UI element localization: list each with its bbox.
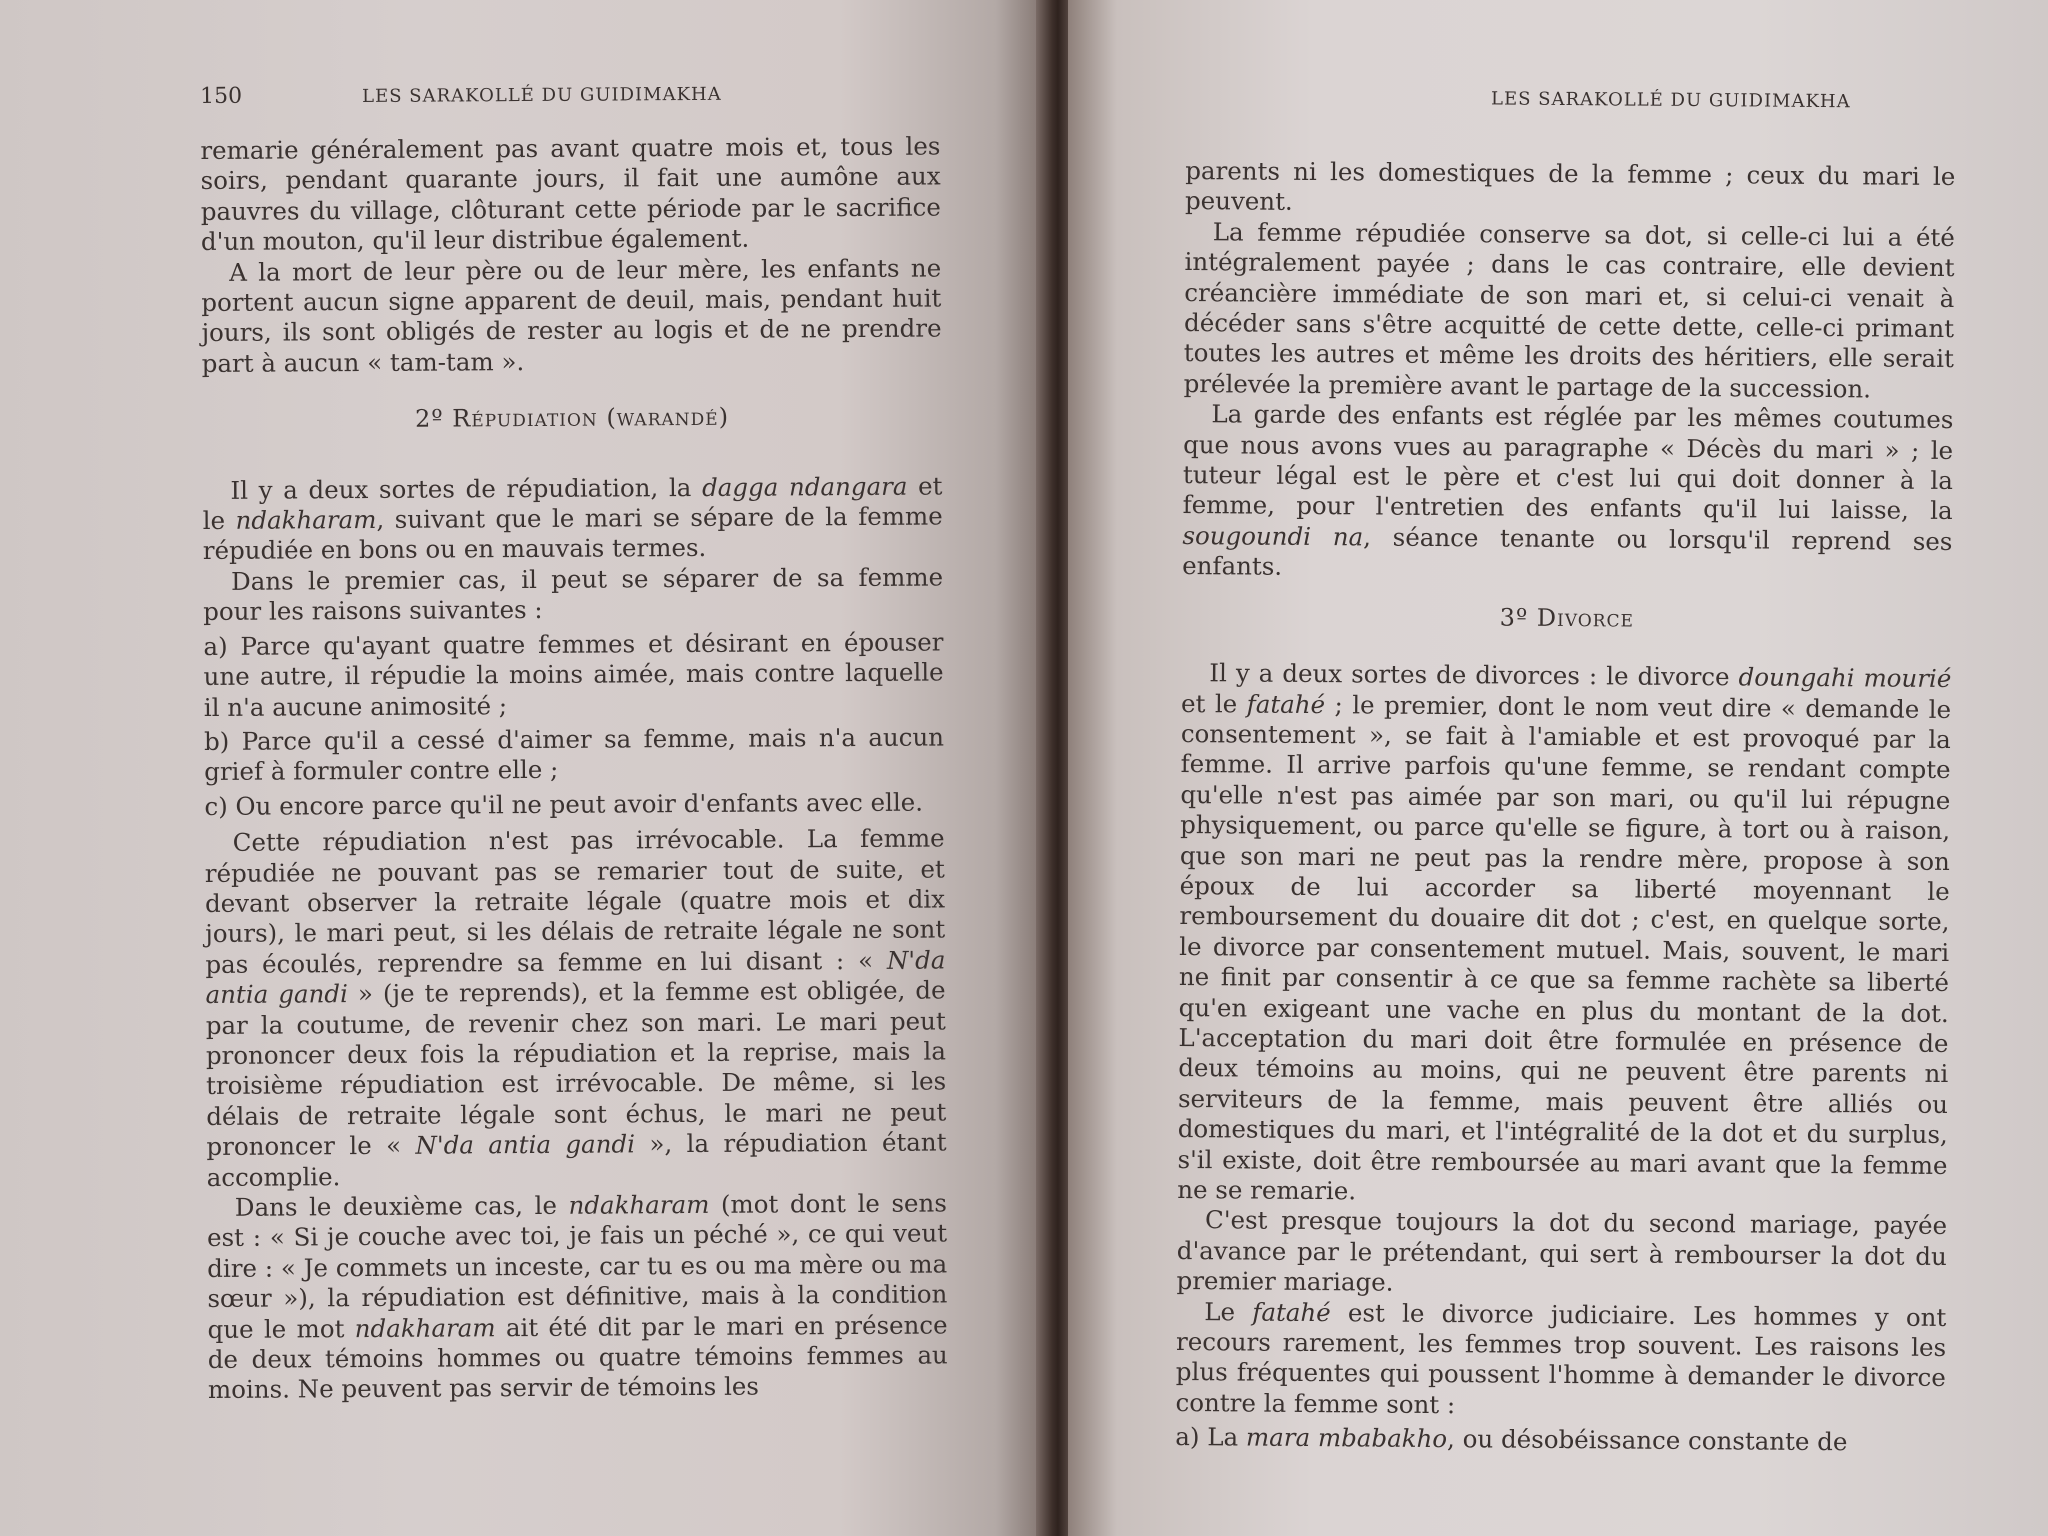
right-running-head bbox=[1186, 82, 1956, 128]
term-fatahe: fatahé bbox=[1246, 688, 1326, 719]
list-item-c: c) Ou encore parce qu'il ne peut avoir d'enfants avec elle. bbox=[204, 787, 924, 821]
term-dagga-ndangara: dagga ndangara bbox=[701, 471, 908, 502]
left-paragraph-4: Dans le premier cas, il peut se séparer de sa femme pour les raisons suivantes : bbox=[203, 562, 944, 627]
left-running-title: LES SARAKOLLÉ DU GUIDIMAKHA bbox=[362, 83, 722, 108]
right-page bbox=[1068, 0, 2048, 1536]
right-paragraph-4: Il y a deux sortes de divorces : le divorce doungahi mourié et le fatahé ; le premier, dont le nom veut dire « demande le consentement », se fait à l'amiable et est provoqué par la femme. Il arrive parfois qu'une femme, se rendant compte qu'elle n'est pas aimée par son mari, ou qu'il lui répugne physiquement, ou parce qu'elle se figure, à tort ou à raison, que son mari ne peut pas la rendre mère, propose à son époux de lui accorder sa liberté moyennant le remboursement du douaire dit dot ; c'est, en quelque sorte, le divorce par consentement mutuel. Mais, souvent, le mari ne finit par consentir à ce que sa femme rachète sa liberté qu'en exigeant une vache en plus du montant de la dot. L'acceptation du mari doit être formulée en présence de deux témoins au moins, qui ne peuvent être parents ni serviteurs de la femme, mais peuvent être alliés ou domestiques du mari, et l'intégralité de la dot et du surplus, s'il existe, doit être remboursée au mari avant que la femme ne se remarie. bbox=[1177, 658, 1952, 1206]
term-fatahe-2: fatahé bbox=[1252, 1297, 1331, 1327]
term-ndakharam-2: ndakharam bbox=[568, 1189, 710, 1220]
list-item-a: a) Parce qu'ayant quatre femmes et désirant en épouser une autre, il répudie la moins aimée, mais contre laquelle il n'a aucune animosité ; bbox=[203, 627, 944, 722]
right-paragraph-1: parents ni les domestiques de la femme ; ceux du mari le peuvent. bbox=[1184, 155, 1956, 217]
term-nda-antia-gandi-2: N'da antia gandi bbox=[415, 1129, 636, 1160]
term-nda-antia-gandi: N'da antia gandi bbox=[205, 945, 946, 1010]
right-paragraph-2: La femme répudiée conserve sa dot, si celle-ci lui a été intégralement payée ; dans le cas contraire, elle devient créancière immédiate de son mari et, si celui-ci venait à décéder sans s'être acquitté de cette dette, celle-ci primant toutes les autres et même les droits des héritiers, elle serait prélevée la première avant le partage de la succession. bbox=[1183, 217, 1955, 404]
left-paragraph-1: remarie généralement pas avant quatre mois et, tous les soirs, pendant quarante jours, il fait une aumône aux pauvres du village, clôturant cette période par le sacrifice d'un mouton, qu'il leur distribue également. bbox=[200, 131, 941, 257]
left-paragraph-6: Dans le deuxième cas, le ndakharam (mot dont le sens est : « Si je couche avec toi, je fais un péché », ce qui veut dire : « Je commets un inceste, car tu es ou ma mère ou ma sœur »), la répudiation est définitive, mais à la condition que le mot ndakharam ait été dit par le mari en présence de deux témoins hommes ou quatre témoins femmes au moins. Ne peuvent pas servir de témoins les bbox=[206, 1188, 948, 1405]
right-paragraph-3: La garde des enfants est réglée par les mêmes coutumes que nous avons vues au paragraphe « Décès du mari » ; le tuteur légal est le père et c'est lui qui doit donner à la femme, pour l'entretien des enfants qu'il lui laisse, la sougoundi na, séance tenante ou lorsqu'il reprend ses enfants. bbox=[1182, 399, 1954, 582]
right-text-block bbox=[1175, 82, 1956, 1459]
left-running-head bbox=[200, 77, 940, 122]
term-ndakharam-3: ndakharam bbox=[354, 1312, 496, 1343]
right-paragraph-5: C'est presque toujours la dot du second mariage, payée d'avance par le prétendant, qui sert à rembourser la dot du premier mariage. bbox=[1176, 1205, 1948, 1297]
term-doungahi-mourie: doungahi mourié bbox=[1738, 662, 1952, 694]
term-mara-mbabakho: mara mbabakho bbox=[1245, 1422, 1448, 1454]
left-paragraph-5: Cette répudiation n'est pas irrévocable. La femme répudiée ne pouvant pas se remarier tout de suite, et devant observer la retraite légale (quatre mois et dix jours), le mari peut, si les délais de retraite légale ne sont pas écoulés, reprendre sa femme en lui disant : « N'da antia gandi » (je te reprends), et la femme est obligée, de par la coutume, de revenir chez son mari. Le mari peut prononcer deux fois la répudiation et la reprise, mais la troisième répudiation est irrévocable. De même, si les délais de retraite légale sont échus, le mari ne peut prononcer le « N'da antia gandi », la répudiation étant accomplie. bbox=[204, 823, 947, 1192]
section-heading-repudiation: 2º Répudiation (warandé) bbox=[414, 403, 730, 433]
right-running-title: LES SARAKOLLÉ DU GUIDIMAKHA bbox=[1490, 88, 1851, 113]
right-list-item-a: a) La mara mbabakho, ou désobéissance constante de bbox=[1175, 1422, 1848, 1457]
section-heading-divorce: 3º Divorce bbox=[1499, 603, 1635, 633]
term-sougoundi-na: sougoundi na bbox=[1182, 520, 1364, 552]
right-paragraph-6: Le fatahé est le divorce judiciaire. Les hommes y ont recours rarement, les femmes trop souvent. Les raisons les plus fréquentes qui poussent l'homme à demander le divorce contre la femme sont : bbox=[1175, 1296, 1947, 1419]
page-number: 150 bbox=[200, 83, 243, 109]
left-text-block bbox=[200, 77, 948, 1405]
list-item-b: b) Parce qu'il a cessé d'aimer sa femme, mais n'a aucun grief à formuler contre elle ; bbox=[203, 722, 945, 787]
left-paragraph-3: Il y a deux sortes de répudiation, la dagga ndangara et le ndakharam, suivant que le mari se sépare de la femme répudiée en bons ou en mauvais termes. bbox=[202, 471, 943, 566]
left-paragraph-2: A la mort de leur père ou de leur mère, les enfants ne portent aucun signe apparent de deuil, mais, pendant huit jours, ils sont obligés de rester au logis et de ne prendre part à aucun « tam-tam ». bbox=[201, 253, 942, 378]
term-ndakharam: ndakharam bbox=[235, 504, 377, 535]
